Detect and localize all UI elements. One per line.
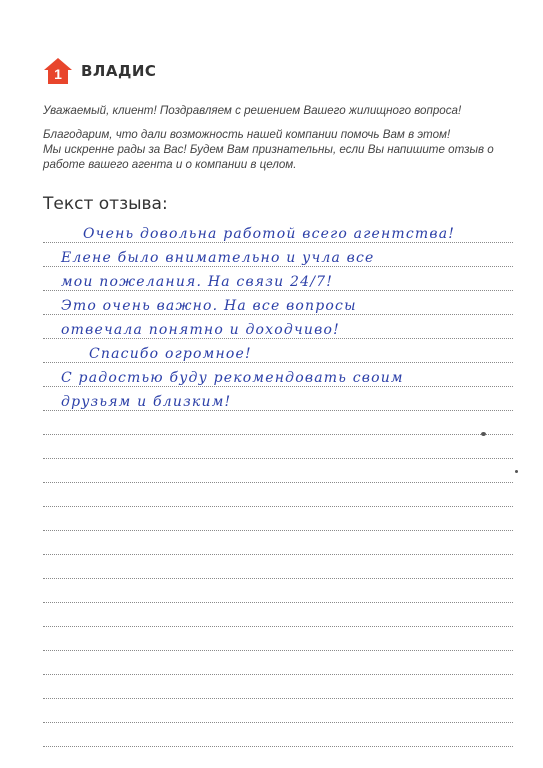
ruled-line [43,482,513,483]
ruled-line [43,530,513,531]
handwritten-line-2: Елене было внимательно и учла все [61,250,375,266]
ruled-line [43,602,513,603]
house-logo-icon [43,57,73,85]
ruled-line [43,650,513,651]
ruled-line [43,746,513,747]
review-heading: Текст отзыва: [43,194,168,214]
review-lines-area [43,226,513,746]
handwritten-line-3: мои пожелания. На связи 24/7! [61,274,334,290]
ruled-line [43,554,513,555]
brand-name: ВЛАДИС [81,62,157,80]
ruled-line [43,290,513,291]
ruled-line [43,458,513,459]
ruled-line [43,314,513,315]
ruled-line [43,242,513,243]
handwritten-line-5: отвечала понятно и доходчиво! [61,322,340,338]
ruled-line [43,338,513,339]
handwritten-line-7: С радостью буду рекомендовать своим [61,370,404,386]
thanks-text-2: Мы искренне рады за Вас! Будем Вам признательны, если Вы напишите отзыв о работе вашего агента и о компании в целом. [43,143,494,171]
ruled-line [43,266,513,267]
handwritten-line-4: Это очень важно. На все вопросы [61,298,357,314]
handwritten-line-8: друзьям и близким! [61,394,232,410]
ink-smudge [481,432,486,436]
ruled-line [43,674,513,675]
ruled-line [43,722,513,723]
handwritten-line-6: Спасибо огромное! [89,346,252,362]
logo-digit: 1 [54,66,62,82]
thanks-text-1: Благодарим, что дали возможность нашей компании помочь Вам в этом! [43,128,451,141]
ruled-line [43,386,513,387]
ruled-line [43,626,513,627]
intro-text [43,103,513,172]
ruled-line [43,362,513,363]
company-logo [43,57,156,85]
ruled-line [43,410,513,411]
handwritten-line-1: Очень довольна работой всего агентства! [83,226,456,242]
greeting-text: Уважаемый, клиент! Поздравляем с решением Вашего жилищного вопроса! [43,104,462,117]
ruled-line [43,698,513,699]
ruled-line [43,578,513,579]
ruled-line [43,434,513,435]
ink-smudge [515,470,518,473]
ruled-line [43,506,513,507]
